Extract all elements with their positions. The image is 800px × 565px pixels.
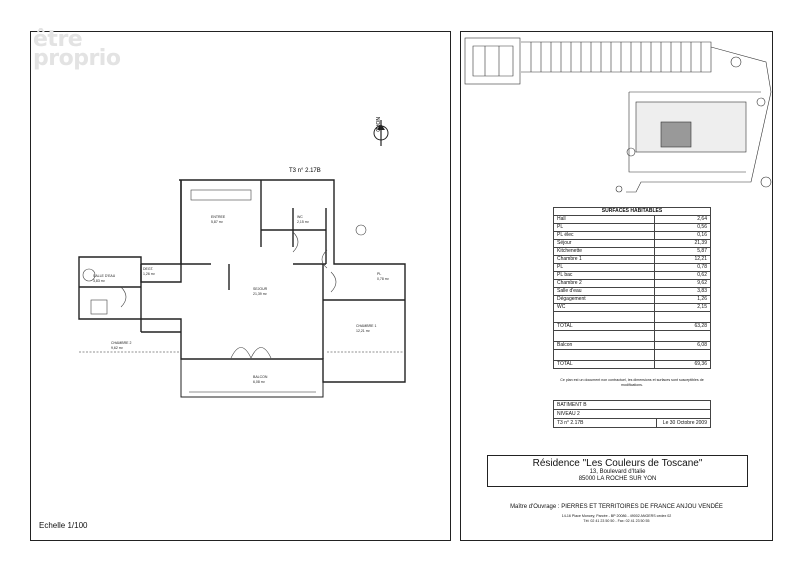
room-label: ENTREE [211,215,226,219]
table-row: Salle d'eau 3,83 [554,288,711,296]
unit-row: T3 n° 2.17B Le 30 Octobre 2009 [553,419,711,428]
table-row: Dégagement 1,26 [554,296,711,304]
room-label: BALCON [253,375,268,379]
table-row: Séjour 21,39 [554,240,711,248]
room-area: 0,78 m² [377,277,389,281]
table-row: Hall 2,64 [554,216,711,224]
room-label: SALLE D'EAU [93,274,116,278]
room-area: 1,26 m² [143,272,155,276]
room-label: DEGT. [143,267,154,271]
room-area: 3,83 m² [93,279,105,283]
maitre-ouvrage: Maître d'Ouvrage : PIERRES ET TERRITOIRES DE FRANCE ANJOU VENDÉE [510,504,723,510]
date-label: Le 30 Octobre 2009 [656,419,707,427]
table-row: Kitchenette 5,87 [554,248,711,256]
residence-city: 85000 LA ROCHE SUR YON [578,476,657,482]
room-area: 6,08 m² [253,380,265,384]
watermark-logo: être proprio [33,27,121,71]
room-label: CHAMBRE 1 [356,324,377,328]
scale-label: Echelle 1/100 [39,521,88,530]
table-row: PL élec 0,16 [554,232,711,240]
batiment-label: BATIMENT B [553,400,711,410]
room-area: 21,39 m² [253,292,267,296]
disclaimer-note: Ce plan est un document non contractuel, les dimensions et surfaces sont susceptibles de modifications. [560,378,704,387]
building-info [553,400,711,428]
niveau-label: NIVEAU 2 [553,410,711,419]
room-label: PL [377,272,382,276]
room-area: 5,87 m² [211,220,223,224]
table-row: WC 2,15 [554,304,711,312]
info-sheet [460,31,773,541]
residence-street: 13, Boulevard d'Italie [589,469,646,475]
room-label: SEJOUR [253,287,268,291]
table-row: PL 0,56 [554,224,711,232]
unit-number: T3 n° 2.17B [289,168,321,174]
surfaces-table [553,207,711,369]
room-label: CHAMBRE 2 [111,341,132,345]
table-row: PL bac 0,62 [554,272,711,280]
room-label: WC [297,215,303,219]
room-area: 9,62 m² [111,346,123,350]
north-label: NORD [374,117,380,132]
total-row: TOTAL 69,36 [554,361,711,369]
floor-plan-sheet [30,27,451,541]
developer-address: 14-16 Place Moncey, Parcée - BP 20086 - 49002 ANGERS cedex 02 Tél: 02 41 23 50 50 - Fax: 02 41 23 50 55 [561,514,672,523]
table-title: SURFACES HABITABLES [554,208,711,216]
balcon-row: Balcon 6,08 [554,342,711,350]
table-row: Chambre 2 9,62 [554,280,711,288]
residence-title: Résidence "Les Couleurs de Toscane" [532,458,703,469]
table-row: Chambre 1 12,21 [554,256,711,264]
room-area: 2,15 m² [297,220,309,224]
total-row: TOTAL 63,28 [554,323,711,331]
site-plan [461,32,772,202]
floor-plan-drawing [31,27,450,540]
room-area: 12,21 m² [356,329,370,333]
residence-box [487,455,748,487]
table-row: PL 0,78 [554,264,711,272]
